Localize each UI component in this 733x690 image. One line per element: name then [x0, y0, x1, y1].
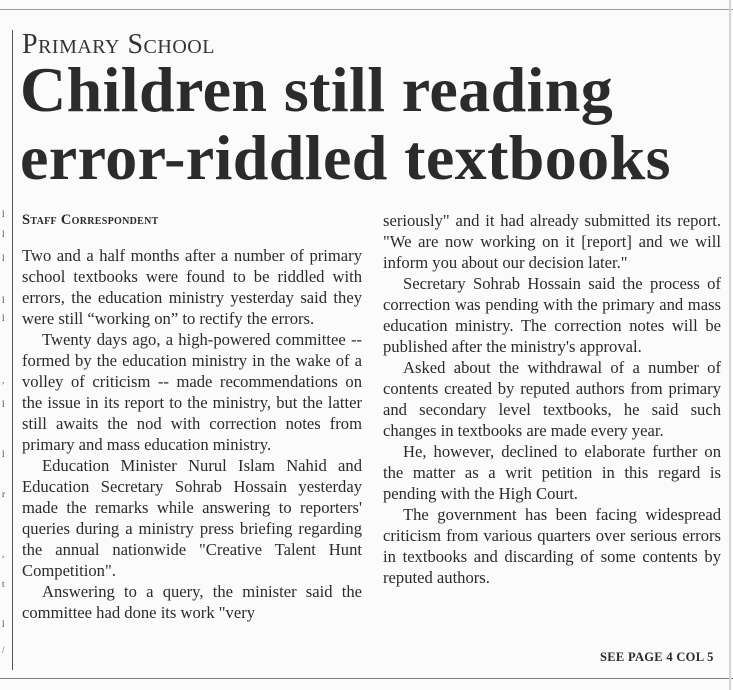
continued-jump-line: SEE PAGE 4 COL 5 [600, 650, 714, 664]
bottom-rule [0, 678, 733, 679]
headline-line-2: error-riddled textbooks [20, 122, 671, 193]
paragraph: Secretary Sohrab Hossain said the process of correction was pending with the primary and mass education ministry. The correction notes will be published after the ministry's approval. [383, 274, 721, 356]
top-rule [0, 9, 733, 10]
left-column-rule [12, 30, 13, 670]
paragraph: Asked about the withdrawal of a number of contents created by reputed authors from primary and secondary level textbooks, he said such changes in textbooks are made every year. [383, 358, 721, 440]
paragraph: The government has been facing widespread criticism from various quarters over serious errors in textbooks and discarding of some contents by reputed authors. [383, 505, 721, 587]
adjacent-column-fragments: l l l l l , l l r , t l / [2, 209, 5, 655]
article-column-right [383, 210, 721, 588]
paragraph: Two and a half months after a number of primary school textbooks were found to be riddled with errors, the education ministry yesterday said they were still “working on” to rectify the errors. [22, 246, 362, 328]
article-column-left [22, 245, 362, 623]
paragraph: Twenty days ago, a high-powered committee -- formed by the education ministry in the wake of a volley of criticism -- made recommendations on the issue in its report to the ministry, but the latter still awaits the nod with correction notes from primary and mass education ministry. [22, 330, 362, 454]
paragraph: Education Minister Nurul Islam Nahid and Education Secretary Sohrab Hossain yesterday made the remarks while answering to reporters' queries during a ministry press briefing regarding the annual nationwide "Creative Talent Hunt Competition". [22, 456, 362, 580]
headline [20, 56, 725, 192]
byline: Staff Correspondent [22, 212, 159, 228]
paragraph: seriously" and it had already submitted its report. "We are now working on it [report] and we will inform you about our decision later." [383, 211, 721, 272]
paragraph: Answering to a query, the minister said the committee had done its work "very [22, 582, 362, 622]
right-edge [729, 0, 731, 690]
kicker: Primary School [22, 29, 215, 60]
headline-line-1: Children still reading [20, 54, 614, 125]
paragraph: He, however, declined to elaborate further on the matter as a writ petition in this regard is pending with the High Court. [383, 442, 721, 503]
